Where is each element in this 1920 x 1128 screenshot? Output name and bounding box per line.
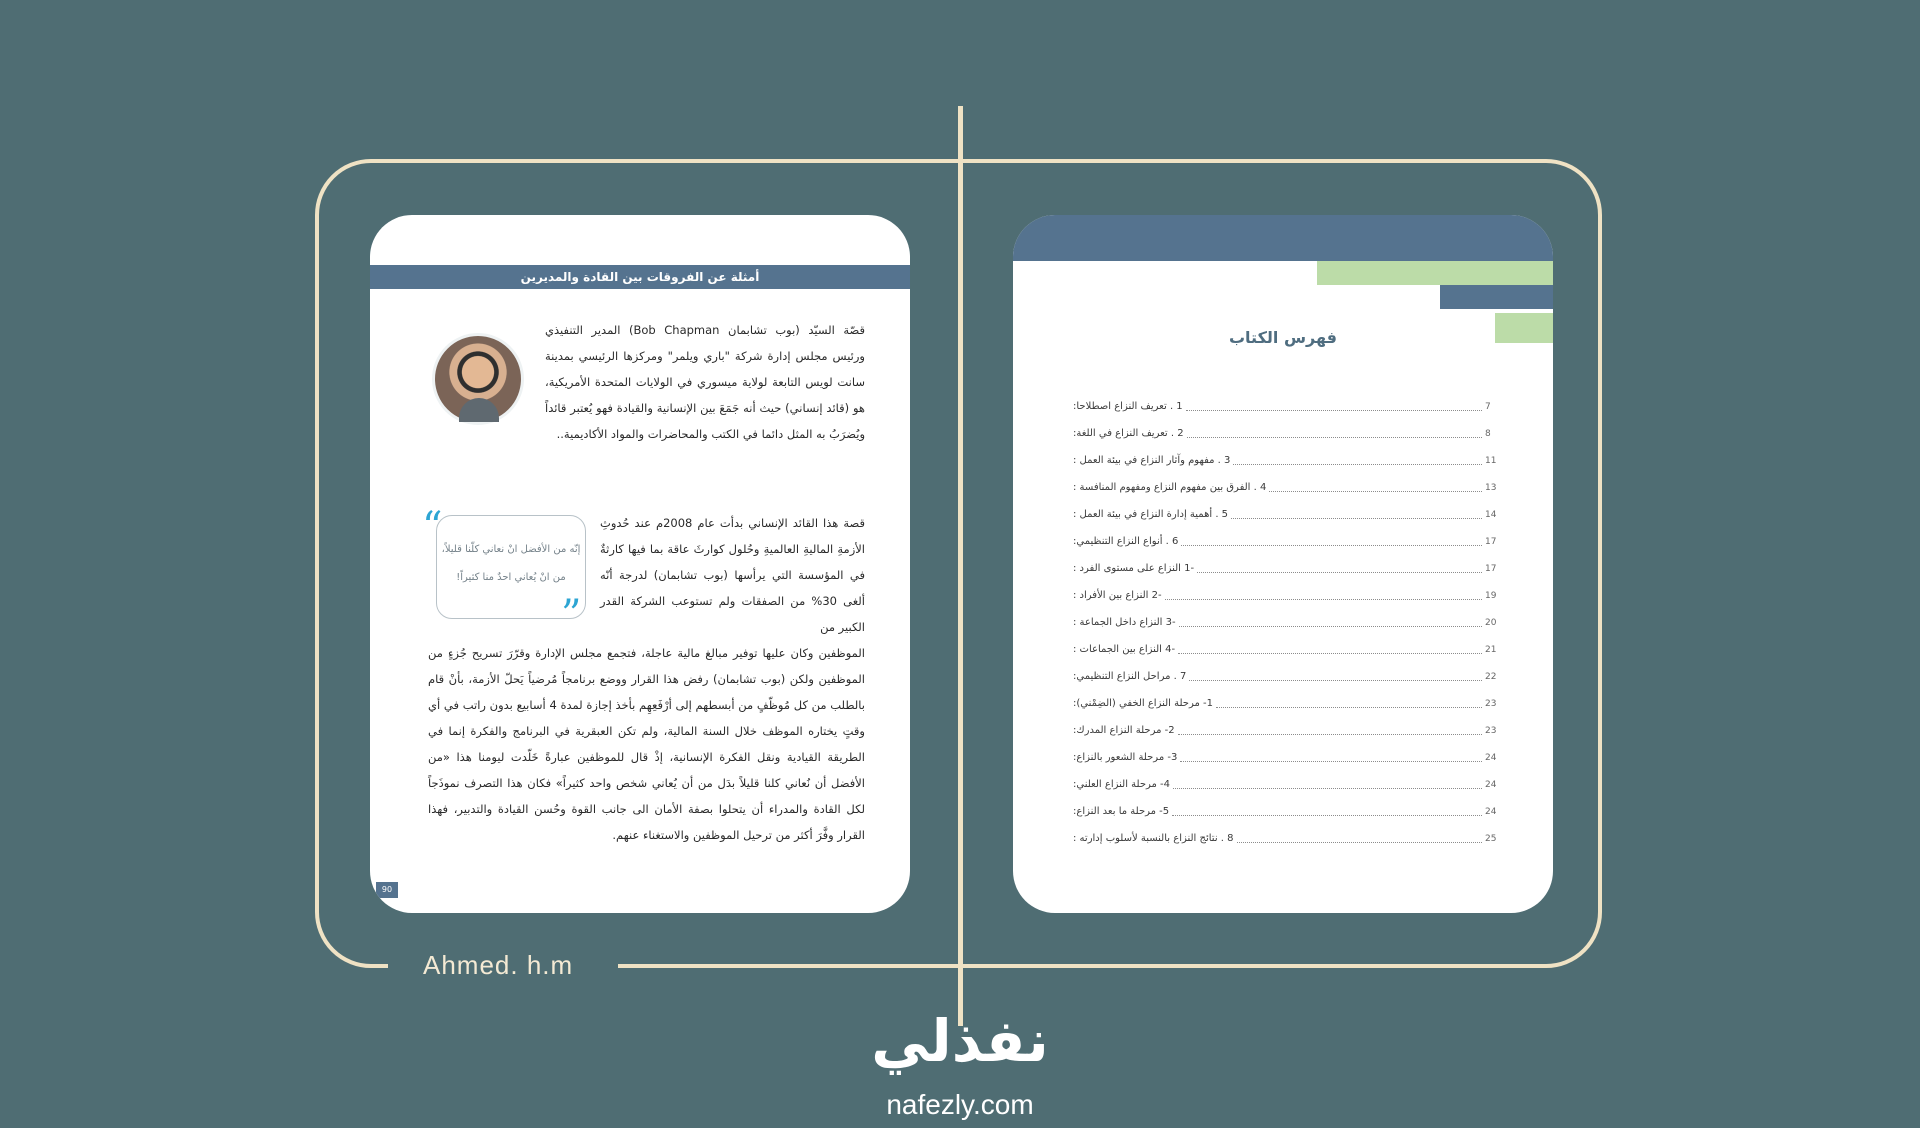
page-section-header: أمثلة عن الفروقات بين القادة والمديرين bbox=[370, 265, 910, 289]
toc-row bbox=[1073, 474, 1503, 501]
toc-row bbox=[1073, 609, 1503, 636]
toc-row bbox=[1073, 690, 1503, 717]
quote-line-1: إنّه من الأفضل انْ نعاني كلّنا قليلاً، bbox=[441, 544, 581, 555]
toc-page-number: 14 bbox=[1485, 509, 1497, 520]
toc-leader bbox=[1186, 410, 1482, 411]
toc-page-number: 23 bbox=[1485, 725, 1497, 736]
paragraph-crisis-story-bottom: الموظفين وكان عليها توفير مبالغ مالية عاجلة، فتجمع مجلس الإدارة وقرّرَ تسريح جُزءٍ من الموظفين ولكن (بوب تشابمان) رفض هذا القرار ووضع برنامجاً مُرضياً يَحلّ الأزمة، بأنْ قام بالطلب من كل مُوظّفٍ من أبسطهم إلى أرْفَعِهِم بأخذ إجازة لمدة 4 أسابيع بدون راتب في أي وقتٍ يختاره الموظف خلال السنة المالية، ولم تكن العبقرية في البرنامج والفكرة إنما في الطريقة القيادية ونقل الفكرة الإنسانية، إذْ قال للموظفين عبارةً خَلّدت ليومنا هذا «من الأفضل أن نُعاني كلنا قليلاً بدَل من أن يُعاني شخص واحد كثيراً» فكان هذا التصرف نموذَجاً لكل القادة والمدراء أن يتحلوا بصفة الأمان الى جانب القوة وحُسن القيادة والتدبير، فهذا القرار وفَّرَ أكثر من ترحيل الموظفين والاستغناء عنهم. bbox=[428, 646, 865, 842]
toc-leader bbox=[1178, 734, 1482, 735]
bob-chapman-portrait bbox=[432, 333, 524, 425]
top-blue-band bbox=[1013, 215, 1553, 261]
toc-label: 4 . الفرق بين مفهوم النزاع ومفهوم المنافسة : bbox=[1073, 482, 1267, 493]
toc-row bbox=[1073, 501, 1503, 528]
toc-page-number: 24 bbox=[1485, 779, 1497, 790]
toc-label: 3 . مفهوم وآثار النزاع في بيئة العمل : bbox=[1073, 455, 1231, 466]
toc-label: -1 النزاع على مستوى الفرد : bbox=[1073, 563, 1195, 574]
paragraph-crisis-story-top: قصة هذا القائد الإنساني بدأت عام 2008م عند حُدوثِ الأزمةِ الماليةِ العالميةِ وحُلول كوارثَ عاقة بما فيها كارثةٌ في المؤسسة التي يرأسها (بوب تشابمان) لدرجة أنّه ألغى 30% من الصفقات ولم تستوعب الشركة القدر الكبير من bbox=[600, 516, 866, 634]
toc-list bbox=[1073, 393, 1503, 852]
toc-label: -4 النزاع بين الجماعات : bbox=[1073, 644, 1176, 655]
toc-leader bbox=[1165, 599, 1482, 600]
toc-page-number: 20 bbox=[1485, 617, 1497, 628]
right-book-page bbox=[1013, 215, 1553, 913]
toc-page-number: 17 bbox=[1485, 563, 1497, 574]
author-name: Ahmed. h.m bbox=[423, 950, 574, 980]
toc-row bbox=[1073, 420, 1503, 447]
toc-row bbox=[1073, 447, 1503, 474]
toc-page-number: 22 bbox=[1485, 671, 1497, 682]
toc-row bbox=[1073, 636, 1503, 663]
toc-label: 1- مرحلة النزاع الخفي (الضِمْني): bbox=[1073, 698, 1214, 709]
close-quote-icon: ” bbox=[561, 592, 582, 638]
toc-label: 6 . أنواع النزاع التنظيمي: bbox=[1073, 536, 1179, 547]
decor-green-bar-1 bbox=[1317, 261, 1553, 285]
toc-label: 1 . تعريف النزاع اصطلاحا: bbox=[1073, 401, 1183, 412]
toc-leader bbox=[1178, 653, 1482, 654]
toc-title: فهرس الكتاب bbox=[1228, 328, 1338, 347]
toc-leader bbox=[1189, 680, 1482, 681]
toc-page-number: 25 bbox=[1485, 833, 1497, 844]
toc-leader bbox=[1181, 545, 1482, 546]
toc-label: 5- مرحلة ما بعد النزاع: bbox=[1073, 806, 1170, 817]
toc-row bbox=[1073, 582, 1503, 609]
toc-page-number: 24 bbox=[1485, 752, 1497, 763]
center-divider-line bbox=[958, 106, 963, 1026]
toc-page-number: 19 bbox=[1485, 590, 1497, 601]
toc-row bbox=[1073, 528, 1503, 555]
toc-leader bbox=[1216, 707, 1482, 708]
toc-leader bbox=[1269, 491, 1482, 492]
open-quote-icon: “ bbox=[422, 504, 443, 550]
toc-row bbox=[1073, 825, 1503, 852]
toc-leader bbox=[1173, 788, 1482, 789]
toc-label: 8 . نتائج النزاع بالنسبة لأسلوب إدارته : bbox=[1073, 833, 1234, 844]
left-book-page bbox=[370, 215, 910, 913]
toc-leader bbox=[1172, 815, 1482, 816]
toc-label: 5 . أهمية إدارة النزاع في بيئة العمل : bbox=[1073, 509, 1229, 520]
toc-page-number: 11 bbox=[1485, 455, 1497, 466]
toc-row bbox=[1073, 798, 1503, 825]
toc-row bbox=[1073, 717, 1503, 744]
toc-leader bbox=[1179, 626, 1482, 627]
toc-page-number: 17 bbox=[1485, 536, 1497, 547]
toc-label: 7 . مراحل النزاع التنظيمي: bbox=[1073, 671, 1187, 682]
toc-leader bbox=[1187, 437, 1482, 438]
toc-leader bbox=[1180, 761, 1482, 762]
toc-page-number: 24 bbox=[1485, 806, 1497, 817]
toc-page-number: 23 bbox=[1485, 698, 1497, 709]
toc-page-number: 8 bbox=[1485, 428, 1491, 439]
toc-row bbox=[1073, 663, 1503, 690]
toc-label: 3- مرحلة الشعور بالنزاع: bbox=[1073, 752, 1178, 763]
toc-row bbox=[1073, 393, 1503, 420]
toc-page-number: 7 bbox=[1485, 401, 1491, 412]
quote-line-2: من انْ يُعاني احدٌ منا كثيراً! bbox=[456, 572, 566, 583]
toc-label: -3 النزاع داخل الجماعة : bbox=[1073, 617, 1176, 628]
toc-label: 2 . تعريف النزاع في اللغة: bbox=[1073, 428, 1184, 439]
toc-label: 4- مرحلة النزاع العلني: bbox=[1073, 779, 1171, 790]
toc-label: 2- مرحلة النزاع المدرك: bbox=[1073, 725, 1175, 736]
portrait-shirt bbox=[459, 398, 499, 422]
toc-leader bbox=[1197, 572, 1482, 573]
paragraph-bob-chapman-intro: قصّة السيّد (بوب تشابمان Bob Chapman) المدير التنفيذي ورئيس مجلس إدارة شركة "باري ويلمر" ومركزها الرئيسي بمدينة سانت لويس التابعة لولاية ميسوري في الولايات المتحدة الأمريكية، هو (قائد إنساني) حيث أنه جَمَعَ بين الإنسانية والقيادة فهو يُعتبر قائداً ويُضرَبُ به المثل دائما في الكتب والمحاضرات والمواد الأكاديمية.. bbox=[545, 323, 865, 441]
nafezly-logo-arabic: نفذلي bbox=[871, 1007, 1049, 1075]
toc-label: -2 النزاع بين الأفراد : bbox=[1073, 590, 1162, 601]
decor-blue-bar bbox=[1440, 285, 1553, 309]
toc-page-number: 21 bbox=[1485, 644, 1497, 655]
toc-row bbox=[1073, 744, 1503, 771]
nafezly-logo-latin: nafezly.com bbox=[886, 1089, 1034, 1120]
toc-row bbox=[1073, 771, 1503, 798]
toc-leader bbox=[1231, 518, 1482, 519]
page-number-badge: 90 bbox=[376, 882, 398, 898]
toc-leader bbox=[1237, 842, 1482, 843]
decor-green-bar-2 bbox=[1495, 313, 1553, 343]
toc-leader bbox=[1233, 464, 1482, 465]
toc-page-number: 13 bbox=[1485, 482, 1497, 493]
toc-row bbox=[1073, 555, 1503, 582]
